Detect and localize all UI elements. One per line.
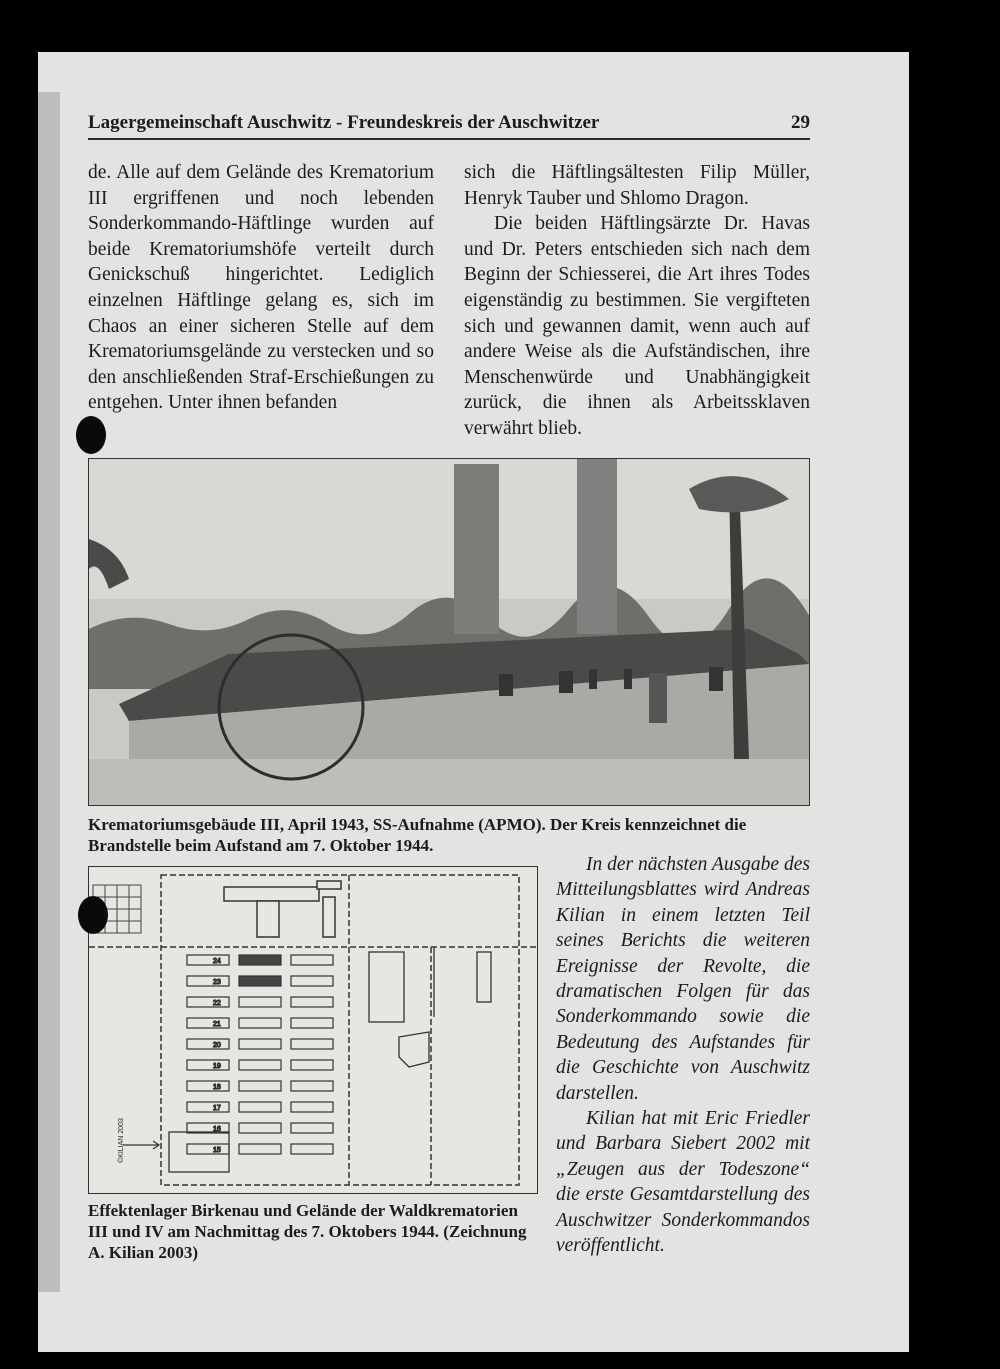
barrack xyxy=(291,1144,333,1154)
text-column-left xyxy=(88,160,434,416)
barrack-number: 19 xyxy=(213,1063,221,1070)
barrack xyxy=(187,1039,229,1049)
column2-paragraph-2: Die beiden Häftlingsärzte Dr. Havas und Dr. Peters entschieden sich nach dem Beginn der Schiesserei, die Art ihres Todes eigenständig zu bestimmen. Sie vergifteten sich und gewannen damit, wenn auch auf andere Weise als die Aufständischen, ihre Menschenwürde und Unabhängigkeit zurück, die ihnen als Arbeitssklaven verwährt blieb. xyxy=(464,213,810,439)
barrack xyxy=(291,1081,333,1091)
barrack xyxy=(187,1060,229,1070)
barrack xyxy=(239,976,281,986)
header-title: Lagergemeinschaft Auschwitz - Freundeskreis der Auschwitzer xyxy=(88,112,600,133)
barrack xyxy=(239,997,281,1007)
barrack-number: 20 xyxy=(213,1042,221,1049)
barrack xyxy=(291,1039,333,1049)
punch-hole-bottom xyxy=(78,896,108,934)
punch-hole-top xyxy=(76,416,106,454)
photo-caption: Krematoriumsgebäude III, April 1943, SS-Aufnahme (APMO). Der Kreis kennzeichnet die Brandstelle beim Aufstand am 7. Oktober 1944. xyxy=(88,815,747,855)
barrack-number: 24 xyxy=(213,958,221,965)
barrack xyxy=(291,976,333,986)
barrack xyxy=(239,955,281,965)
birkenau-map-drawing xyxy=(89,867,538,1194)
barrack xyxy=(239,1060,281,1070)
barrack xyxy=(187,1102,229,1112)
barrack xyxy=(239,1039,281,1049)
barrack xyxy=(239,1123,281,1133)
column2-paragraph-1: sich die Häftlingsältesten Filip Müller, Henryk Tauber und Shlomo Dragon. xyxy=(464,162,810,209)
column1-paragraph: de. Alle auf dem Gelände des Krematorium III ergriffenen und noch lebenden Sonderkommando-Häftlinge wurden auf beide Krematoriumshöfe verteilt durch Genickschuß hingerichtet. Lediglich einzelnen Häftlinge gelang es, sich im Chaos an einer sicheren Stelle auf dem Krematoriumsgelände zu verstecken und so den anschließenden Straf-Erschießungen zu entgehen. Unter ihnen befanden xyxy=(88,162,434,414)
barrack xyxy=(291,955,333,965)
barrack xyxy=(291,997,333,1007)
page-edge xyxy=(38,92,60,1292)
sidebar-paragraph-2: Kilian hat mit Eric Friedler und Barbara Siebert 2002 mit „Zeugen aus der Todeszone“ die erste Gesamtdarstellung des Auschwitzer Sonderkommandos veröffentlicht. xyxy=(556,1108,810,1257)
crematorium-photo xyxy=(88,458,810,806)
barrack-number: 21 xyxy=(213,1021,221,1028)
sidebar-paragraph-1: In der nächsten Ausgabe des Mitteilungsblattes wird Andreas Kilian in einem letzten Teil seines Berichts die weiteren Ereignisse der Revolte, die dramatischen Folgen für das Sonderkommando sowie die Bedeutung des Aufstandes für die Geschichte von Auschwitz darstellen. xyxy=(556,854,810,1104)
barrack xyxy=(291,1018,333,1028)
barrack xyxy=(239,1144,281,1154)
sidebar-note xyxy=(556,852,810,1259)
barrack xyxy=(291,1123,333,1133)
text-column-right xyxy=(464,160,810,442)
barrack xyxy=(239,1081,281,1091)
barrack xyxy=(187,955,229,965)
running-header xyxy=(88,112,810,136)
barrack-number: 22 xyxy=(213,1000,221,1007)
crematorium-photo-drawing xyxy=(89,459,810,806)
barrack-number: 15 xyxy=(213,1147,221,1154)
barrack xyxy=(239,1102,281,1112)
barrack-number: 23 xyxy=(213,979,221,986)
map-caption: Effektenlager Birkenau und Gelände der Waldkrematorien III und IV am Nachmittag des 7. Oktobers 1944. (Zeichnung A. Kilian 2003) xyxy=(88,1201,527,1262)
barrack xyxy=(291,1060,333,1070)
barrack-number: 17 xyxy=(213,1105,221,1112)
barrack-number: 16 xyxy=(213,1126,221,1133)
barrack xyxy=(187,976,229,986)
barrack xyxy=(187,1144,229,1154)
barrack xyxy=(187,1081,229,1091)
barrack xyxy=(187,997,229,1007)
map-signature: ©KILIAN 2003 xyxy=(118,1118,125,1163)
page-number: 29 xyxy=(791,112,810,133)
barrack xyxy=(239,1018,281,1028)
barrack-number: 18 xyxy=(213,1084,221,1091)
barrack xyxy=(187,1018,229,1028)
header-rule xyxy=(88,138,810,140)
barrack xyxy=(291,1102,333,1112)
birkenau-map xyxy=(88,866,538,1194)
